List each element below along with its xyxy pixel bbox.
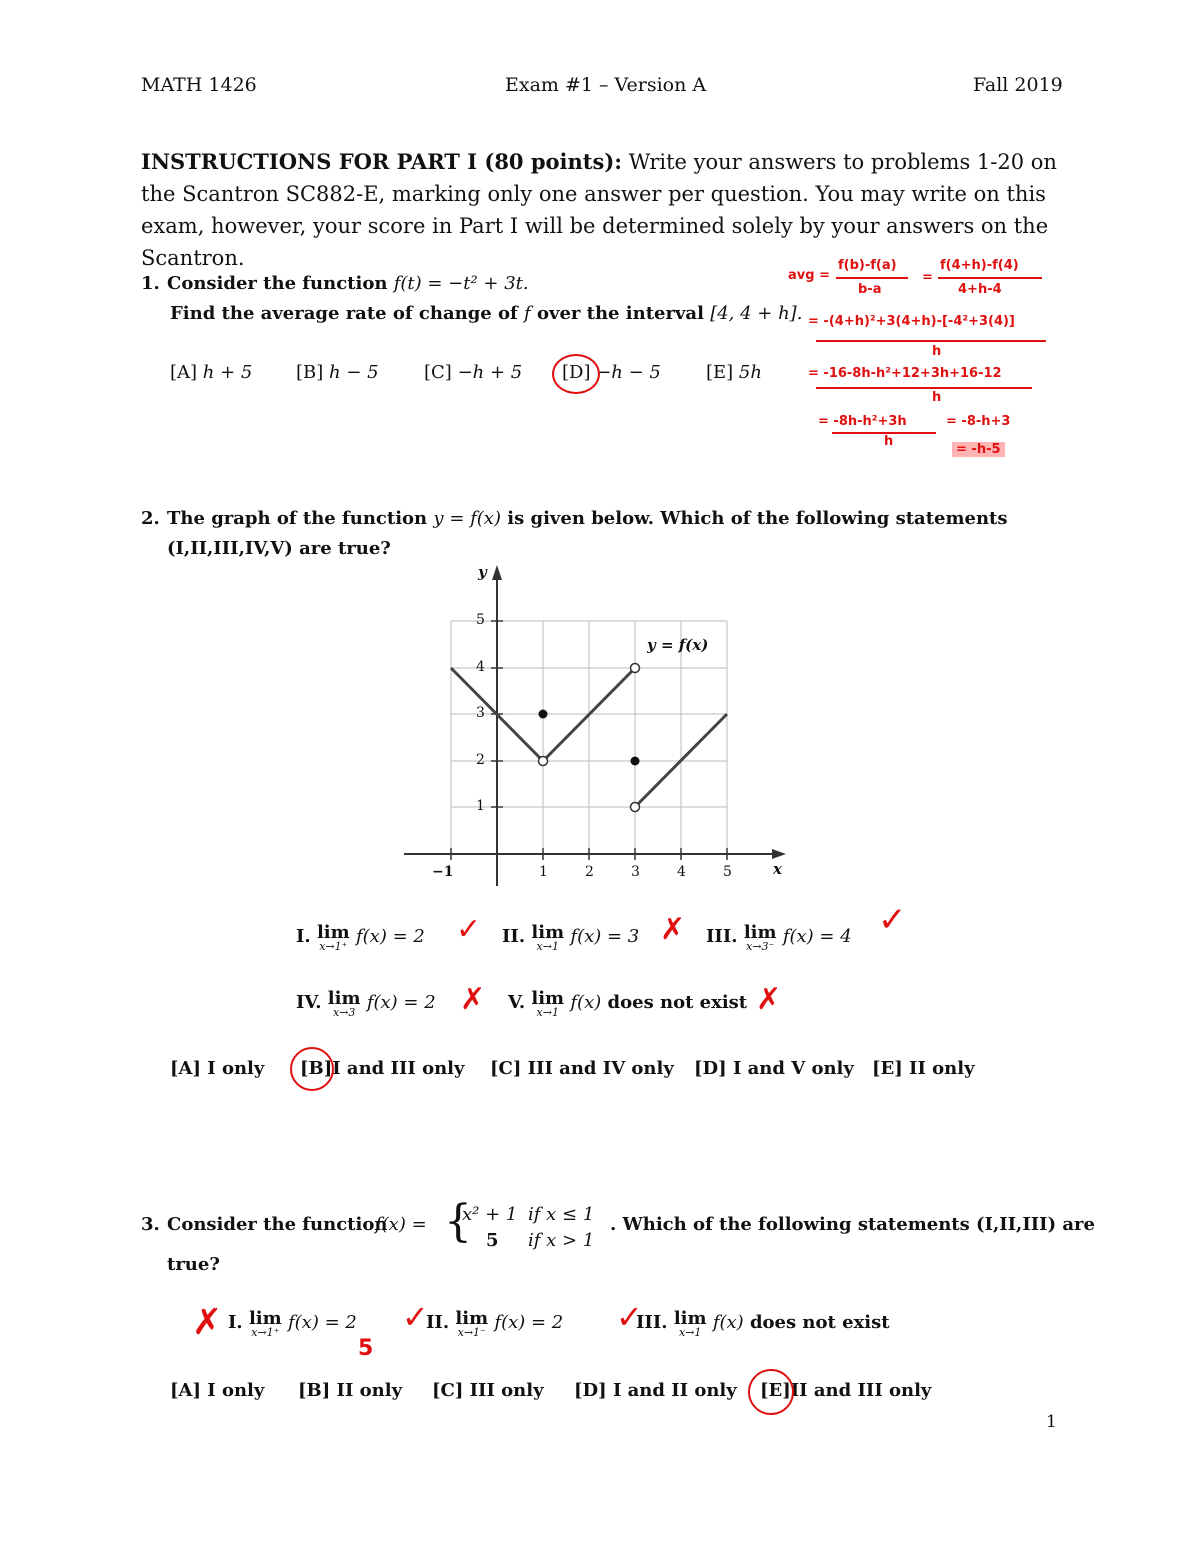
case1-expr: x² + 1 <box>462 1204 518 1225</box>
q2-choice-a[interactable] <box>170 1058 264 1079</box>
limit <box>673 1308 707 1340</box>
q1-work-l1den: b-a <box>858 282 882 297</box>
q1-line2b: over the interval <box>536 303 704 324</box>
q1-line1 <box>167 273 529 294</box>
q1-line2 <box>170 303 802 324</box>
choice-label: [C] <box>432 1380 464 1401</box>
q1-work-fracbar <box>816 340 1046 342</box>
lim-word: lim <box>673 1308 707 1329</box>
choice-label: [E] <box>760 1380 791 1401</box>
choice-value: III and IV only <box>527 1058 674 1079</box>
case2-expr: 5 <box>486 1230 499 1251</box>
x-tick-label: 5 <box>723 864 732 880</box>
q1-work-fracbar <box>938 277 1042 279</box>
statement-tail: does not exist <box>749 1312 890 1333</box>
lim-sub: x→3⁻ <box>746 940 775 953</box>
statement-num: II. <box>502 926 526 947</box>
choice-label: [D] <box>574 1380 607 1401</box>
q2-answer-circle <box>290 1047 334 1091</box>
q1-answer-circle <box>552 354 600 394</box>
statement-expr: f(x) = 2 <box>366 992 436 1013</box>
limit <box>531 922 565 954</box>
statement-tail: does not exist <box>607 992 748 1013</box>
q1-choice-a[interactable] <box>170 362 252 383</box>
q2-func: y = f(x) <box>433 508 501 529</box>
lim-sub: x→1 <box>536 1006 559 1019</box>
lim-word: lim <box>316 922 350 943</box>
q1-work-l3num: = -16-8h-h²+12+3h+16-12 <box>808 366 1002 381</box>
choice-value: II and III only <box>790 1380 932 1401</box>
instructions <box>141 146 1061 274</box>
graph-grid <box>451 621 727 854</box>
correction-note: 5 <box>358 1336 374 1361</box>
q1-work-fracbar <box>816 387 1032 389</box>
q3-line2: true? <box>167 1254 220 1275</box>
statement-expr: f(x) = 3 <box>570 926 640 947</box>
statement-expr: f(x) <box>712 1312 744 1333</box>
x-axis-arrow <box>772 849 786 859</box>
lim-sub: x→1 <box>678 1326 702 1339</box>
q3-choice-c[interactable] <box>432 1380 544 1401</box>
closed-point <box>631 757 640 766</box>
choice-label: [B] <box>298 1380 331 1401</box>
q1-work-l2num: = -(4+h)²+3(4+h)-[-4²+3(4)] <box>808 314 1015 329</box>
q3-fx-text: f(x) = <box>375 1214 427 1235</box>
statement-expr: f(x) <box>570 992 602 1013</box>
x-mark: ✗ <box>756 982 782 1017</box>
q1-work-l4den: h <box>884 434 894 449</box>
q3-case2 <box>486 1230 499 1251</box>
q3-statement-i <box>228 1308 357 1340</box>
limit <box>248 1308 282 1340</box>
q1-work-l5: = -h-5 <box>952 442 1005 457</box>
x-tick-label: 3 <box>631 864 640 880</box>
lim-word: lim <box>531 988 565 1009</box>
exam-title: Exam #1 – Version A <box>505 74 707 96</box>
q1-func: f(t) = −t² + 3t. <box>393 273 529 294</box>
q1-work-l4b: = -8-h+3 <box>946 414 1011 429</box>
instructions-heading: INSTRUCTIONS FOR PART I (80 points): <box>141 149 623 174</box>
q2-statement-iii <box>706 922 852 954</box>
q2-line2: (I,II,III,IV,V) are true? <box>167 538 391 559</box>
choice-value: −h + 5 <box>457 362 523 383</box>
q2-choice-c[interactable] <box>490 1058 674 1079</box>
choice-value: I only <box>207 1058 265 1079</box>
choice-value: −h − 5 <box>596 362 661 383</box>
choice-value: I and II only <box>612 1380 737 1401</box>
statement-expr: f(x) = 2 <box>287 1312 357 1333</box>
choice-value: h − 5 <box>329 362 379 383</box>
open-point <box>631 664 640 673</box>
q2-statement-iv <box>296 988 436 1020</box>
q2-line1b: is given below. Which of the following statements <box>507 508 1008 529</box>
statement-num: II. <box>426 1312 450 1333</box>
x-mark: ✗ <box>192 1302 223 1343</box>
lim-sub: x→1⁺ <box>319 940 348 953</box>
graph-axes <box>404 570 776 886</box>
x-axis-label: x <box>773 860 782 878</box>
q3-statement-iii <box>636 1308 890 1340</box>
q1-work-l1den2: 4+h-4 <box>958 282 1002 297</box>
course-code: MATH 1426 <box>141 74 257 96</box>
q3-answer-circle <box>748 1369 794 1415</box>
q1-work-l1eq: = <box>922 270 933 285</box>
q1-work-l3den: h <box>932 390 942 405</box>
choice-label: [D] <box>562 362 591 383</box>
lim-sub: x→3 <box>332 1006 356 1019</box>
y-axis-arrow <box>492 565 502 580</box>
choice-label: [B] <box>300 1058 333 1079</box>
q1-line1-text: Consider the function <box>167 273 388 294</box>
q2-statement-i <box>296 922 425 954</box>
q2-number: 2. <box>141 508 160 529</box>
page-number: 1 <box>1046 1412 1057 1432</box>
q2-line1 <box>167 508 1008 529</box>
q3-case2-cond <box>528 1230 594 1251</box>
choice-value: II only <box>336 1380 403 1401</box>
x-tick-label: −1 <box>432 864 454 880</box>
x-tick-label: 2 <box>585 864 594 880</box>
q3-fx <box>375 1214 427 1235</box>
q3-statement-ii <box>426 1308 564 1340</box>
check-mark: ✓ <box>402 1298 429 1336</box>
y-tick-label: 1 <box>476 798 485 814</box>
graph-ticks <box>451 621 727 860</box>
q3-line1b: . Which of the following statements (I,II,III) are <box>610 1214 1095 1235</box>
limit <box>455 1308 489 1340</box>
choice-value: II only <box>909 1058 975 1079</box>
q2-line1a: The graph of the function <box>167 508 428 529</box>
choice-value: I only <box>207 1380 265 1401</box>
q1-work-l1a: avg = <box>788 268 830 283</box>
choice-label: [B] <box>296 362 324 383</box>
q3-number: 3. <box>141 1214 160 1235</box>
q1-work-l1num2: f(4+h)-f(4) <box>940 258 1019 273</box>
choice-label: [E] <box>706 362 734 383</box>
choice-value: 5h <box>738 362 762 383</box>
lim-word: lim <box>455 1308 489 1329</box>
choice-value: I and III only <box>332 1058 465 1079</box>
q3-line1: Consider the function <box>167 1214 388 1235</box>
statement-num: III. <box>636 1312 668 1333</box>
q1-choice-b[interactable] <box>296 362 379 383</box>
q2-statement-v <box>508 988 748 1020</box>
check-mark: ✓ <box>878 900 907 940</box>
statement-expr: f(x) = 4 <box>782 926 852 947</box>
lim-word: lim <box>743 922 777 943</box>
q1-line2a: Find the average rate of change of <box>170 303 518 324</box>
q2-choice-e[interactable] <box>872 1058 975 1079</box>
limit <box>327 988 361 1020</box>
statement-num: I. <box>228 1312 243 1333</box>
q1-interval: [4, 4 + h]. <box>710 303 803 324</box>
y-tick-label: 2 <box>476 752 485 768</box>
open-point <box>539 757 548 766</box>
choice-value: I and V only <box>732 1058 854 1079</box>
choice-value: III only <box>469 1380 544 1401</box>
q1-work-l4num: = -8h-h²+3h <box>818 414 907 429</box>
instructions-text: Write your answers to problems 1-20 on the Scantron SC882-E, marking only one answer per question. You may write on this exam, however, your score in Part I will be determined solely by your answers on the Scantron. <box>141 150 1057 270</box>
lim-sub: x→1⁺ <box>251 1326 280 1339</box>
lim-sub: x→1⁻ <box>457 1326 486 1339</box>
q1-choice-c[interactable] <box>424 362 522 383</box>
lim-sub: x→1 <box>536 940 559 953</box>
lim-word: lim <box>248 1308 282 1329</box>
limit <box>743 922 777 954</box>
limit <box>531 988 565 1020</box>
choice-value: h + 5 <box>202 362 253 383</box>
statement-expr: f(x) = 2 <box>494 1312 564 1333</box>
limit <box>316 922 350 954</box>
y-tick-label: 3 <box>476 705 485 721</box>
choice-label: [A] <box>170 1058 201 1079</box>
q3-case1 <box>462 1204 517 1225</box>
q3-choice-b[interactable] <box>298 1380 402 1401</box>
choice-label: [A] <box>170 1380 201 1401</box>
lim-word: lim <box>531 922 565 943</box>
q3-case1-cond <box>528 1204 594 1225</box>
statement-num: III. <box>706 926 738 947</box>
lim-word: lim <box>327 988 361 1009</box>
check-mark: ✓ <box>616 1298 643 1336</box>
choice-label: [C] <box>490 1058 522 1079</box>
choice-label: [D] <box>694 1058 727 1079</box>
term: Fall 2019 <box>973 74 1063 96</box>
x-tick-label: 4 <box>677 864 686 880</box>
y-tick-label: 4 <box>476 659 485 675</box>
q2-choice-d[interactable] <box>694 1058 854 1079</box>
y-axis-label: y <box>478 563 487 581</box>
statement-expr: f(x) = 2 <box>355 926 425 947</box>
statement-num: I. <box>296 926 311 947</box>
q1-choice-e[interactable] <box>706 362 762 383</box>
case2-cond: if x > 1 <box>528 1230 595 1251</box>
q3-choice-d[interactable] <box>574 1380 737 1401</box>
open-point <box>631 803 640 812</box>
q1-number: 1. <box>141 273 160 294</box>
graph-points <box>539 664 640 812</box>
case1-cond: if x ≤ 1 <box>528 1204 595 1225</box>
statement-num: IV. <box>296 992 322 1013</box>
choice-label: [E] <box>872 1058 903 1079</box>
closed-point <box>539 710 548 719</box>
q1-work-fracbar <box>836 277 908 279</box>
x-tick-label: 1 <box>539 864 548 880</box>
q3-choice-a[interactable] <box>170 1380 264 1401</box>
statement-num: V. <box>508 992 526 1013</box>
graph-label: y = f(x) <box>647 636 709 654</box>
q1-work-l1num: f(b)-f(a) <box>838 258 897 273</box>
graph-curve <box>451 668 727 807</box>
q1-line2-f: f <box>524 303 531 324</box>
brace: { <box>444 1196 472 1247</box>
y-tick-label: 5 <box>476 612 485 628</box>
q1-work-l2den: h <box>932 344 942 359</box>
x-mark: ✗ <box>460 982 486 1017</box>
choice-label: [C] <box>424 362 452 383</box>
x-mark: ✗ <box>660 912 686 947</box>
check-mark: ✓ <box>456 912 482 947</box>
choice-label: [A] <box>170 362 198 383</box>
q2-statement-ii <box>502 922 640 954</box>
